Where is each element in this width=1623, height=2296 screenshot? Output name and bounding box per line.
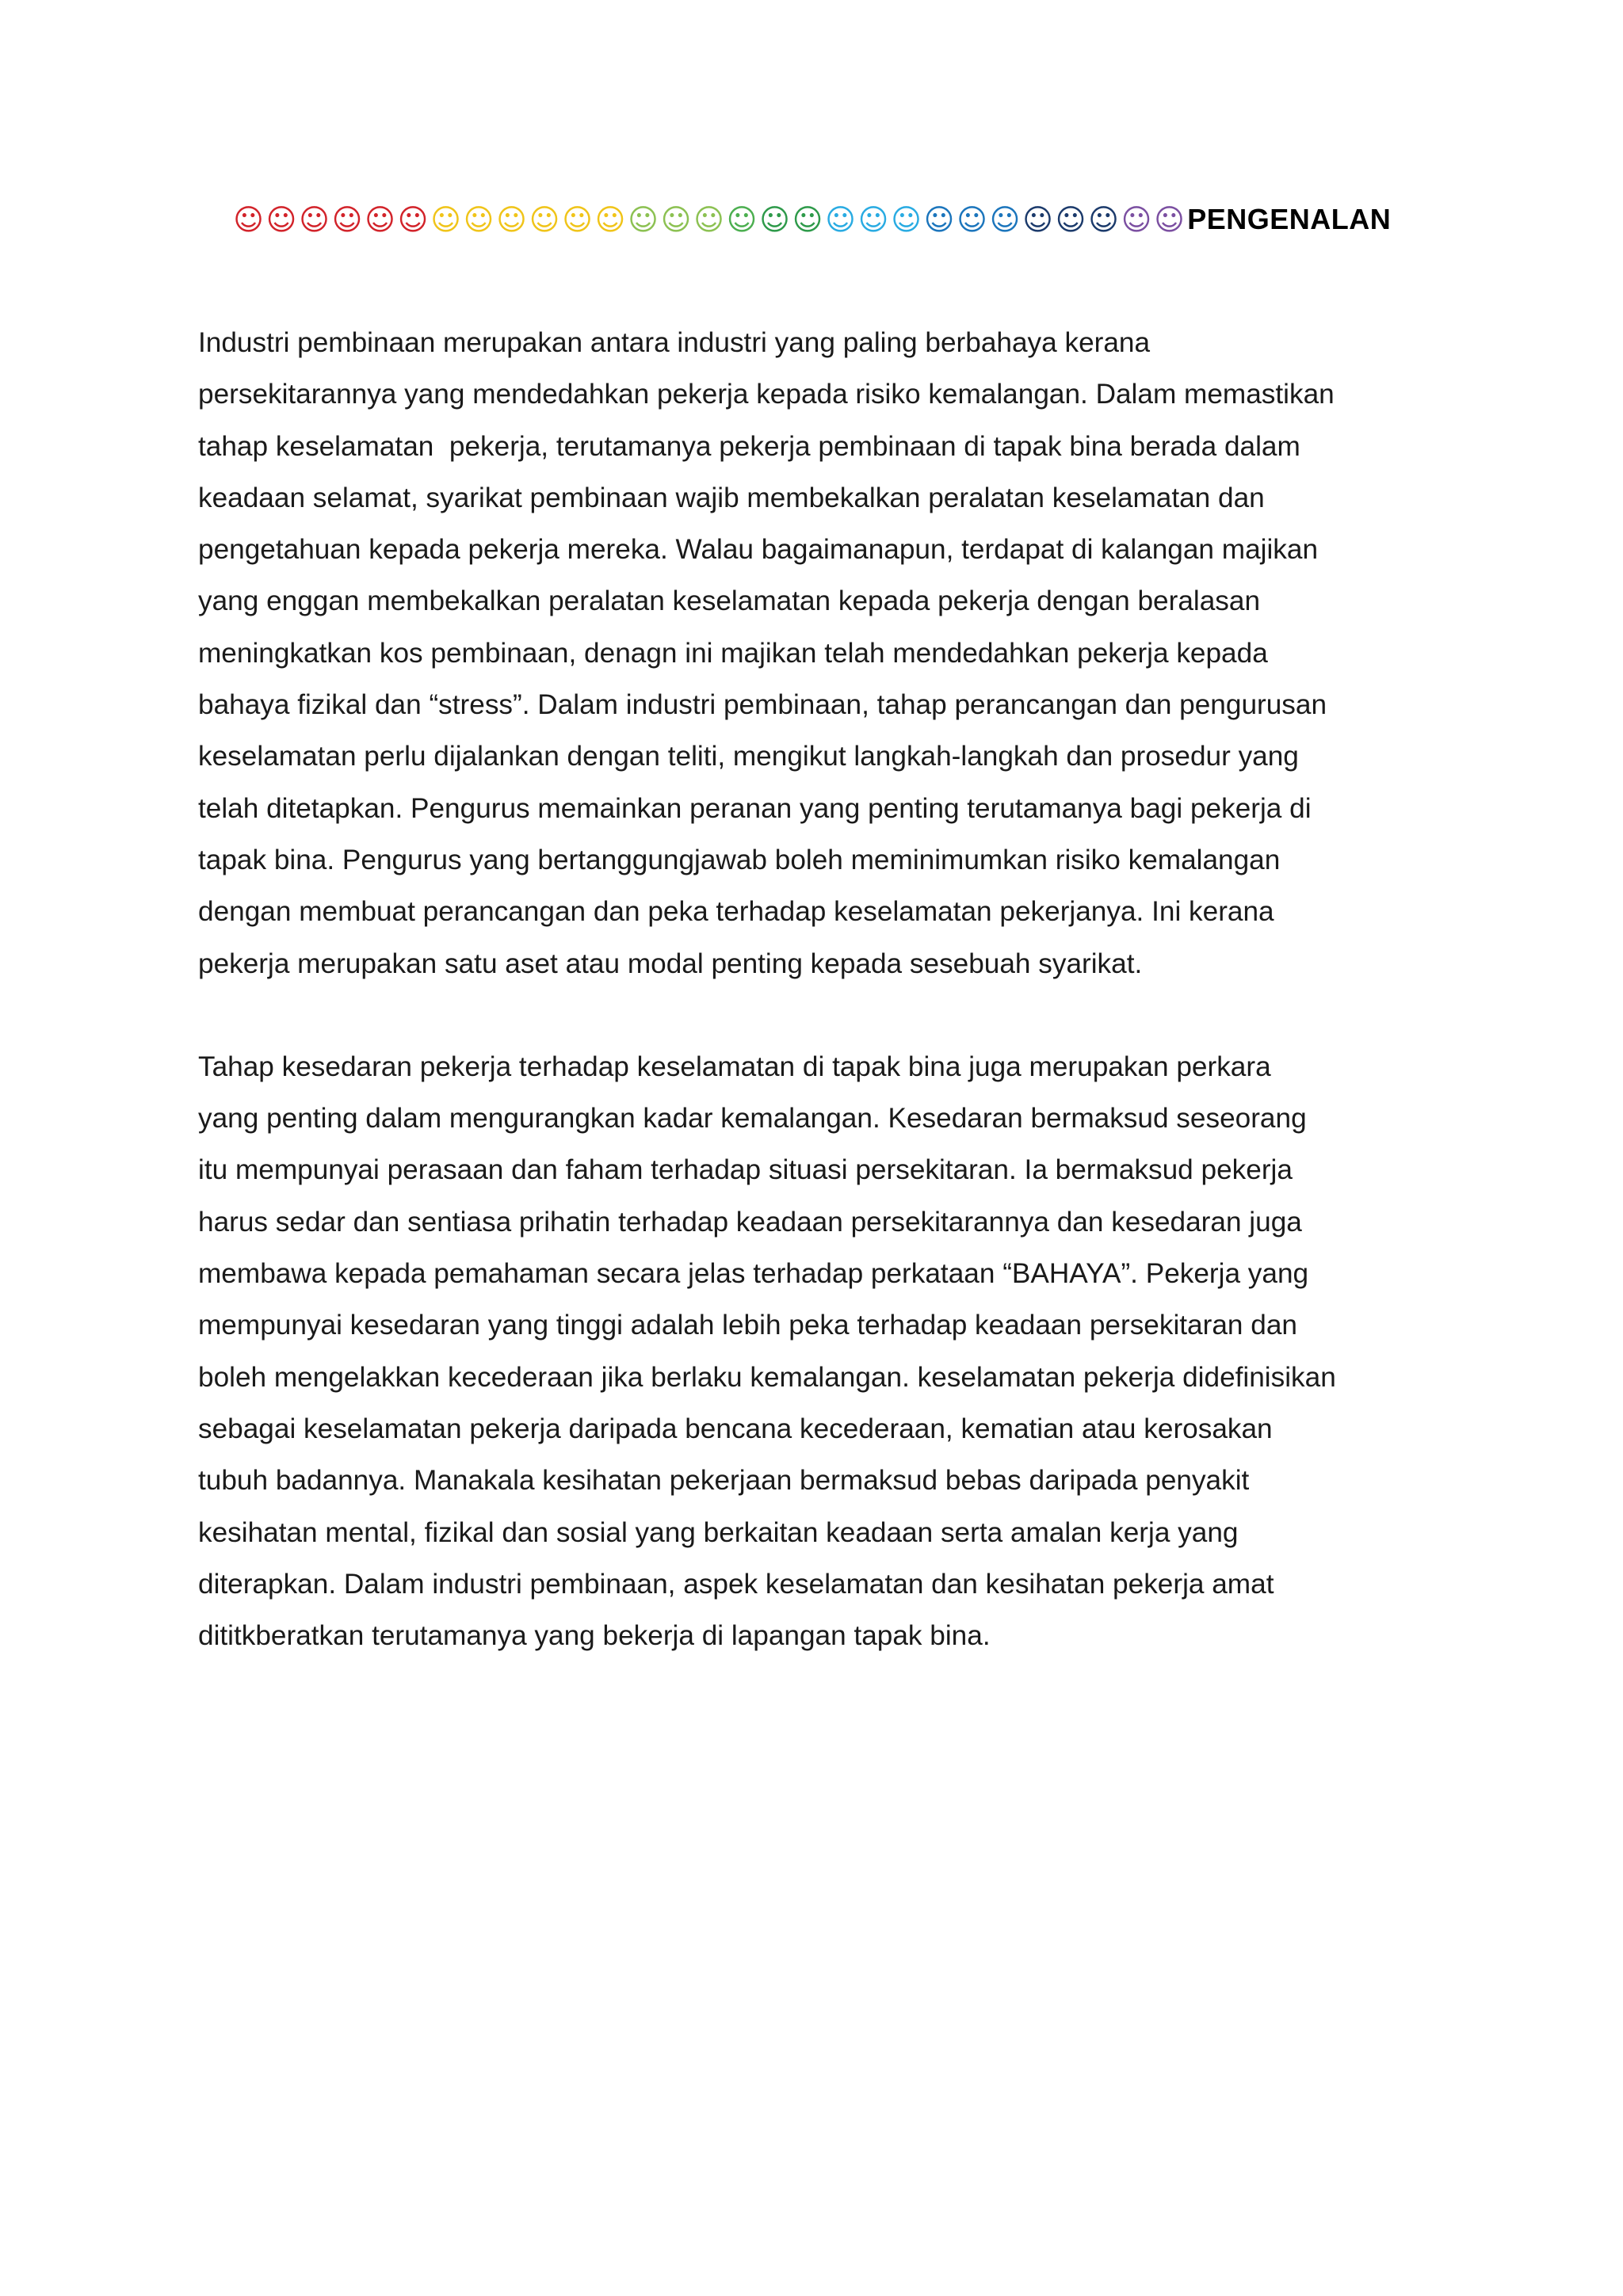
smiley-icon: ☺ bbox=[299, 202, 330, 237]
smiley-icon-strip bbox=[232, 202, 1186, 237]
smiley-icon: ☺ bbox=[923, 202, 955, 237]
paragraph-line: membawa kepada pemahaman secara jelas terhadap perkataan “BAHAYA”. Pekerja yang bbox=[198, 1258, 1309, 1290]
paragraph-line: Industri pembinaan merupakan antara industri yang paling berbahaya kerana bbox=[198, 327, 1151, 358]
title-row bbox=[0, 203, 1623, 236]
paragraph-line: yang enggan membekalkan peralatan keselamatan kepada pekerja dengan beralasan bbox=[198, 585, 1261, 617]
smiley-icon: ☺ bbox=[792, 202, 823, 237]
smiley-icon: ☺ bbox=[365, 202, 395, 237]
paragraph-line: harus sedar dan sentiasa prihatin terhadap keadaan persekitarannya dan kesedaran juga bbox=[198, 1206, 1302, 1238]
smiley-icon: ☺ bbox=[1121, 202, 1152, 237]
smiley-icon: ☺ bbox=[957, 202, 987, 237]
smiley-icon: ☺ bbox=[1022, 202, 1053, 237]
paragraph-gap bbox=[198, 990, 1434, 1041]
smiley-icon: ☺ bbox=[726, 202, 758, 237]
smiley-icon: ☺ bbox=[825, 202, 856, 237]
paragraph-line: telah ditetapkan. Pengurus memainkan peranan yang penting terutamanya bagi pekerja di bbox=[198, 792, 1312, 824]
smiley-icon: ☺ bbox=[891, 202, 922, 237]
paragraph-line: Tahap kesedaran pekerja terhadap keselamatan di tapak bina juga merupakan perkara bbox=[198, 1051, 1271, 1082]
smiley-icon: ☺ bbox=[1088, 202, 1119, 237]
paragraph-line: bahaya fizikal dan “stress”. Dalam industri pembinaan, tahap perancangan dan pengurusan bbox=[198, 689, 1327, 721]
paragraph-line: diterapkan. Dalam industri pembinaan, aspek keselamatan dan kesihatan pekerja amat bbox=[198, 1568, 1274, 1600]
smiley-icon: ☺ bbox=[857, 202, 889, 237]
paragraph bbox=[198, 1041, 1434, 1662]
paragraph-line: persekitarannya yang mendedahkan pekerja kepada risiko kemalangan. Dalam memastikan bbox=[198, 379, 1335, 410]
paragraph-line: dengan membuat perancangan dan peka terhadap keselamatan pekerjanya. Ini kerana bbox=[198, 896, 1274, 928]
paragraph-line: sebagai keselamatan pekerja daripada bencana kecederaan, kematian atau kerosakan bbox=[198, 1413, 1273, 1444]
smiley-icon: ☺ bbox=[331, 202, 363, 237]
smiley-icon: ☺ bbox=[397, 202, 429, 237]
smiley-icon: ☺ bbox=[759, 202, 790, 237]
smiley-icon: ☺ bbox=[233, 202, 264, 237]
paragraph-line: yang penting dalam mengurangkan kadar kemalangan. Kesedaran bermaksud seseorang bbox=[198, 1103, 1307, 1135]
paragraph-line: meningkatkan kos pembinaan, denagn ini majikan telah mendedahkan pekerja kepada bbox=[198, 637, 1268, 669]
smiley-icon: ☺ bbox=[628, 202, 659, 237]
page-heading: PENGENALAN bbox=[1187, 203, 1392, 235]
smiley-icon: ☺ bbox=[693, 202, 724, 237]
paragraph-line: boleh mengelakkan kecederaan jika berlaku kemalangan. keselamatan pekerja didefinisikan bbox=[198, 1361, 1336, 1393]
smiley-icon: ☺ bbox=[562, 202, 593, 237]
smiley-icon: ☺ bbox=[496, 202, 527, 237]
paragraph-line: tahap keselamatan pekerja, terutamanya pekerja pembinaan di tapak bina berada dalam bbox=[198, 430, 1300, 462]
smiley-icon: ☺ bbox=[594, 202, 626, 237]
paragraph-line: mempunyai kesedaran yang tinggi adalah lebih peka terhadap keadaan persekitaran dan bbox=[198, 1310, 1297, 1341]
paragraph-line: kesihatan mental, fizikal dan sosial yang berkaitan keadaan serta amalan kerja yang bbox=[198, 1516, 1239, 1548]
paragraph-line: dititkberatkan terutamanya yang bekerja di lapangan tapak bina. bbox=[198, 1620, 991, 1652]
smiley-icon: ☺ bbox=[463, 202, 495, 237]
paragraph-line: itu mempunyai perasaan dan faham terhadap situasi persekitaran. Ia bermaksud pekerja bbox=[198, 1154, 1293, 1186]
smiley-icon: ☺ bbox=[1055, 202, 1086, 237]
paragraph-line: tubuh badannya. Manakala kesihatan pekerjaan bermaksud bebas daripada penyakit bbox=[198, 1465, 1250, 1497]
smiley-icon: ☺ bbox=[529, 202, 560, 237]
paragraph-line: keselamatan perlu dijalankan dengan teliti, mengikut langkah-langkah dan prosedur yang bbox=[198, 741, 1299, 772]
smiley-icon: ☺ bbox=[430, 202, 461, 237]
paragraph bbox=[198, 317, 1434, 990]
paragraph-line: pekerja merupakan satu aset atau modal penting kepada sesebuah syarikat. bbox=[198, 948, 1143, 979]
paragraph-line: pengetahuan kepada pekerja mereka. Walau bagaimanapun, terdapat di kalangan majikan bbox=[198, 534, 1319, 566]
paragraph-line: tapak bina. Pengurus yang bertanggungjawab boleh meminimumkan risiko kemalangan bbox=[198, 844, 1281, 875]
smiley-icon: ☺ bbox=[265, 202, 297, 237]
paragraph-line: keadaan selamat, syarikat pembinaan wajib membekalkan peralatan keselamatan dan bbox=[198, 482, 1265, 513]
smiley-icon: ☺ bbox=[1154, 202, 1185, 237]
smiley-icon: ☺ bbox=[989, 202, 1021, 237]
smiley-icon: ☺ bbox=[660, 202, 692, 237]
body-text bbox=[198, 317, 1434, 1661]
